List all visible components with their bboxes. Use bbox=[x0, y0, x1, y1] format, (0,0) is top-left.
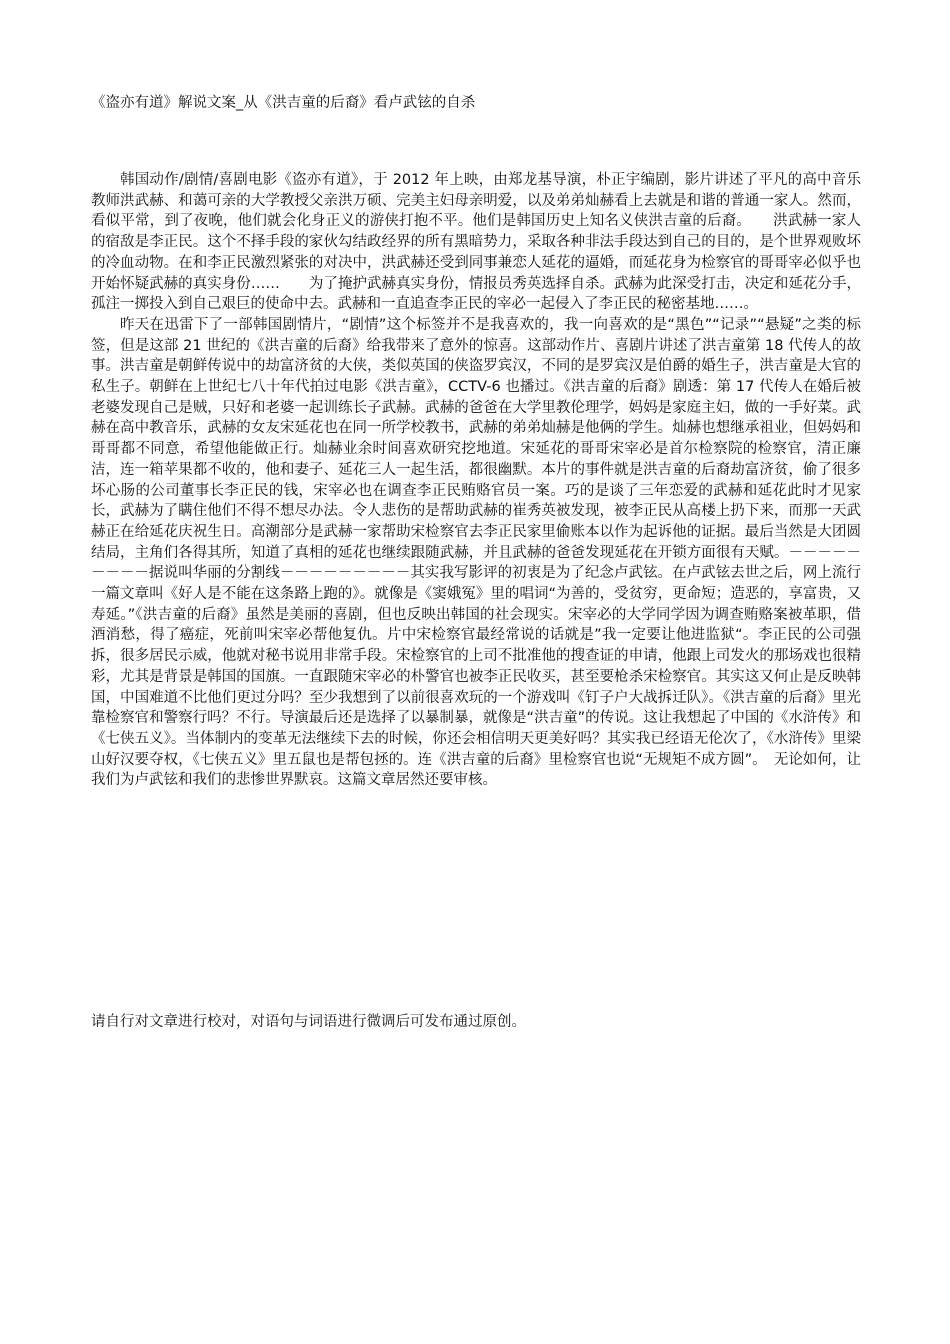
paragraph-synopsis: 韩国动作/剧情/喜剧电影《盗亦有道》，于 2012 年上映，由郑龙基导演，朴正宇编剧，影片讲述了平凡的高中音乐教师洪武赫、和蔼可亲的大学教授父亲洪万硕、完美主妇母亲明爱，以及弟弟灿赫看上去就是和谐的普通一家人。然而，看似平常，到了夜晚，他们就会化身正义的游侠打抱不平。他们是韩国历史上知名义侠洪吉童的后裔。 洪武赫一家人的宿敌是李正民。这个不择手段的家伙勾结政经界的所有黑暗势力，采取各种非法手段达到自己的目的，是个世界观败坏的冷血动物。在和李正民激烈紧张的对决中，洪武赫还受到同事兼恋人延花的逼婚，而延花身为检察官的哥哥宰必似乎也开始怀疑武赫的真实身份…… 为了掩护武赫真实身份，情报员秀英选择自杀。武赫为此深受打击，决定和延花分手，孤注一掷投入到自己艰巨的使命中去。武赫和一直追查李正民的宰必一起侵入了李正民的秘密基地……。 bbox=[91, 172, 861, 313]
document-body bbox=[91, 170, 861, 791]
paragraph-review: 昨天在迅雷下了一部韩国剧情片，“剧情”这个标签并不是我喜欢的，我一向喜欢的是“黑色”“记录”“悬疑”之类的标签，但是这部 21 世纪的《洪吉童的后裔》给我带来了意外的惊喜。这部动作片、喜剧片讲述了洪吉童第 18 代传人的故事。洪吉童是朝鲜传说中的劫富济贫的大侠，类似英国的侠盗罗宾汉，不同的是罗宾汉是伯爵的婚生子，洪吉童是大官的私生子。朝鲜在上世纪七八十年代拍过电影《洪吉童》，CCTV-6 也播过。《洪吉童的后裔》剧透：第 17 代传人在婚后被老婆发现自己是贼，只好和老婆一起训练长子武赫。武赫的爸爸在大学里教伦理学，妈妈是家庭主妇，做的一手好菜。武赫在高中教音乐，武赫的女友宋延花也在同一所学校教书，武赫的弟弟灿赫是他俩的学生。灿赫也想继承祖业，但妈妈和哥哥都不同意，希望他能做正行。灿赫业余时间喜欢研究挖地道。宋延花的哥哥宋宰必是首尔检察院的检察官，清正廉洁，连一箱苹果都不收的，他和妻子、延花三人一起生活，都很幽默。本片的事件就是洪吉童的后裔劫富济贫，偷了很多坏心肠的公司董事长李正民的钱，宋宰必也在调查李正民贿赂官员一案。巧的是谈了三年恋爱的武赫和延花此时才见家长，武赫为了瞒住他们不得不想尽办法。令人悲伤的是帮助武赫的崔秀英被发现，被李正民从高楼上扔下来，而那一天武赫正在给延花庆祝生日。高潮部分是武赫一家帮助宋检察官去李正民家里偷账本以作为起诉他的证据。最后当然是大团圆结局，主角们各得其所，知道了真相的延花也继续跟随武赫，并且武赫的爸爸发现延花在开锁方面很有天赋。－－－－－－－－－据说叫华丽的分割线－－－－－－－－－其实我写影评的初衷是为了纪念卢武铉。在卢武铉去世之后，网上流行一篇文章叫《好人是不能在这条路上跑的》。就像是《窦娥冤》里的唱词“为善的，受贫穷，更命短；造恶的，享富贵，又寿延。”《洪吉童的后裔》虽然是美丽的喜剧，但也反映出韩国的社会现实。宋宰必的大学同学因为调查贿赂案被革职，借酒消愁，得了癌症，死前叫宋宰必帮他复仇。片中宋检察官最经常说的话就是”我一定要让他进监狱“。李正民的公司强拆，很多居民示威，他就对秘书说用非常手段。宋检察官的上司不批准他的搜查证的申请，他跟上司发火的那场戏也很精彩，尤其是背景是韩国的国旗。一直跟随宋宰必的朴警官也被李正民收买，甚至要枪杀宋检察官。其实这又何止是反映韩国，中国难道不比他们更过分吗？至少我想到了以前很喜欢玩的一个游戏叫《钉子户大战拆迁队》。《洪吉童的后裔》里光靠检察官和警察行吗？不行。导演最后还是选择了以暴制暴，就像是“洪吉童”的传说。这让我想起了中国的《水浒传》和《七侠五义》。当体制内的变革无法继续下去的时候，你还会相信明天更美好吗？其实我已经语无伦次了，《水浒传》里梁山好汉要夺权，《七侠五义》里五鼠也是帮包拯的。连《洪吉童的后裔》里检察官也说“无规矩不成方圆”。 无论如何，让我们为卢武铉和我们的悲惨世界默哀。这篇文章居然还要审核。 bbox=[91, 316, 861, 789]
footer-note: 请自行对文章进行校对，对语句与词语进行微调后可发布通过原创。 bbox=[91, 1014, 526, 1030]
document-title: 《盗亦有道》解说文案_从《洪吉童的后裔》看卢武铉的自杀 bbox=[91, 95, 476, 111]
